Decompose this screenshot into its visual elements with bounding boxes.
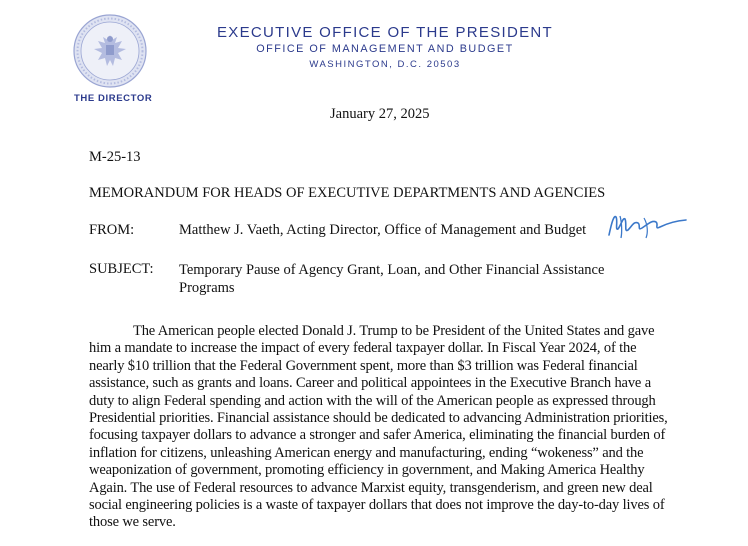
subject-value: Temporary Pause of Agency Grant, Loan, and Other Financial Assistance Programs [179,262,605,296]
subject-label: SUBJECT: [89,261,154,277]
memo-number: M-25-13 [89,149,141,165]
memo-addressee: MEMORANDUM FOR HEADS OF EXECUTIVE DEPARTMENTS AND AGENCIES [89,185,606,201]
from-value: Matthew J. Vaeth, Acting Director, Office of Management and Budget [179,222,587,238]
body-paragraph: The American people elected Donald J. Trump to be President of the United States and gave him a mandate to increase the impact of every federal taxpayer dollar. In Fiscal Year 2024, of the nearly $10 trillion that the Federal Government spent, more than $3 trillion was Federal financial assistance, such as grants and loans. Career and political appointees in the Executive Branch have a duty to align Federal spending and action with the will of the American people as expressed through Presidential priorities. Financial assistance should be dedicated to advancing Administration priorities, focusing taxpayer dollars to advance a stronger and safer America, eliminating the financial burden of inflation for citizens, unleashing American energy and manufacturing, ending “wokeness” and the weaponization of government, promoting efficiency in government, and Making America Healthy Again. The use of Federal resources to advance Marxist equity, transgenderism, and green new deal social engineering policies is a waste of taxpayer dollars that does not improve the day-to-day lives of those we serve. [89,323,668,531]
director-label: THE DIRECTOR [74,93,153,104]
memo-body [89,323,674,532]
signature-icon [604,211,690,241]
letterhead-address: WASHINGTON, D.C. 20503 [309,59,461,70]
presidential-seal-icon [72,13,148,89]
memo-date: January 27, 2025 [330,106,430,122]
letterhead-title: EXECUTIVE OFFICE OF THE PRESIDENT [217,24,553,41]
from-label: FROM: [89,222,135,238]
letterhead-office: OFFICE OF MANAGEMENT AND BUDGET [256,43,514,55]
